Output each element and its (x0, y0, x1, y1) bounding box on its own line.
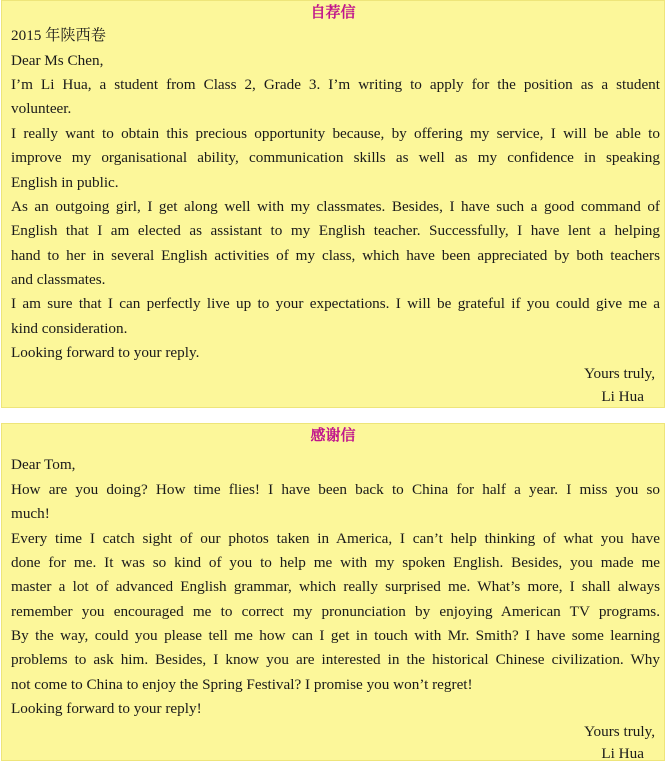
letter-title: 自荐信 (310, 3, 356, 21)
letter-greeting: Dear Tom, (11, 456, 76, 473)
body-line: hand to her in several English activities of my class, which have been appreciated by both teachers (11, 247, 660, 264)
body-line: kind consideration. (11, 320, 128, 337)
body-line: I’m Li Hua, a student from Class 2, Grade 3. I’m writing to apply for the position as a student (11, 76, 660, 93)
body-line: Looking forward to your reply. (11, 344, 200, 361)
body-line: volunteer. (11, 100, 72, 117)
body-line: I really want to obtain this precious opportunity because, by offering my service, I will be able to (11, 125, 660, 142)
body-line: As an outgoing girl, I get along well with my classmates. Besides, I have such a good command of (11, 198, 660, 215)
body-line: Looking forward to your reply! (11, 700, 202, 717)
body-line: problems to ask him. Besides, I know you are interested in the historical Chinese civilization. Why (11, 651, 660, 668)
exam-year-label: 2015 年陕西卷 (11, 27, 106, 44)
body-line: improve my organisational ability, communication skills as well as my confidence in speaking (11, 149, 660, 166)
letter-greeting: Dear Ms Chen, (11, 52, 104, 69)
letter-signature: Li Hua (601, 388, 644, 405)
letter-panel-self-recommendation (1, 0, 665, 408)
letter-signature: Li Hua (601, 745, 644, 762)
body-line: English that I am elected as assistant to my English teacher. Successfully, I have lent a helping (11, 222, 660, 239)
body-line: and classmates. (11, 271, 106, 288)
body-line: Every time I catch sight of our photos taken in America, I can’t help thinking of what you have (11, 530, 660, 547)
body-line: master a lot of advanced English grammar, which really surprised me. What’s more, I shall always (11, 578, 660, 595)
body-line: I am sure that I can perfectly live up to your expectations. I will be grateful if you could give me a (11, 295, 660, 312)
body-line: By the way, could you please tell me how can I get in touch with Mr. Smith? I have some learning (11, 627, 660, 644)
body-line: done for me. It was so kind of you to help me with my spoken English. Besides, you made me (11, 554, 660, 571)
letter-title: 感谢信 (310, 426, 356, 444)
body-line: much! (11, 505, 50, 522)
letter-panel-thank-you (1, 423, 665, 761)
letter-closing: Yours truly, (584, 365, 655, 382)
body-line: English in public. (11, 174, 119, 191)
body-line: not come to China to enjoy the Spring Festival? I promise you won’t regret! (11, 676, 473, 693)
letter-closing: Yours truly, (584, 723, 655, 740)
body-line: How are you doing? How time flies! I have been back to China for half a year. I miss you so (11, 481, 660, 498)
body-line: remember you encouraged me to correct my pronunciation by enjoying American TV programs. (11, 603, 660, 620)
